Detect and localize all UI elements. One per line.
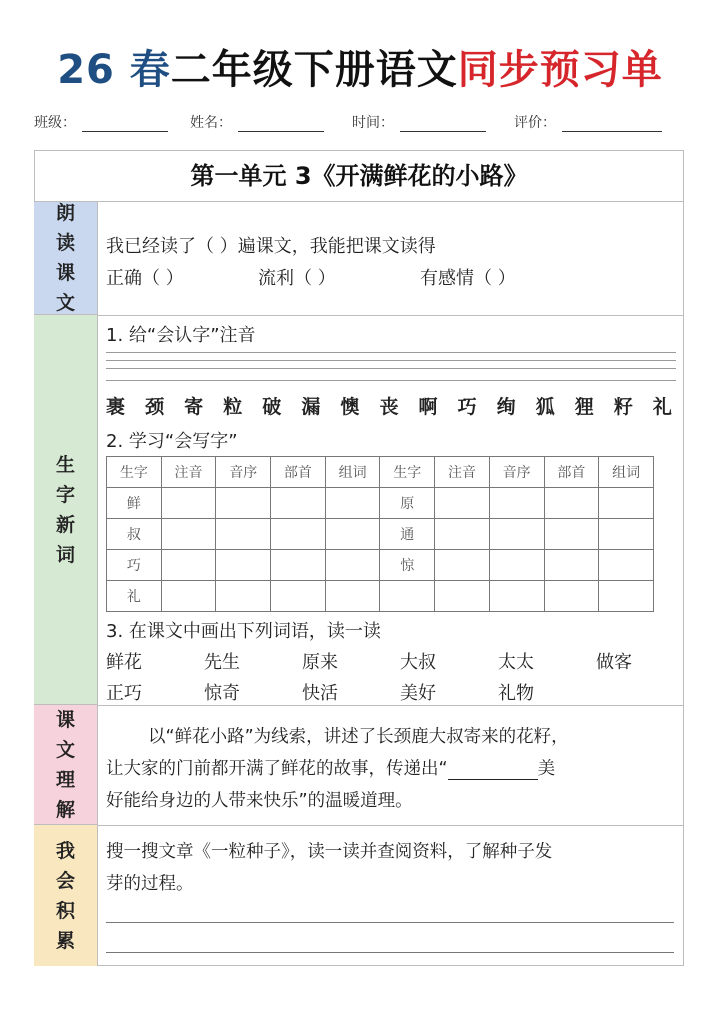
char: 狐	[535, 396, 555, 418]
word: 做客	[596, 652, 632, 673]
title-year: 26 春	[57, 47, 171, 93]
time-field[interactable]	[400, 115, 486, 132]
table-cell[interactable]	[435, 519, 490, 550]
word: 正巧	[106, 683, 142, 704]
page-title	[0, 40, 720, 100]
table-header: 生字	[107, 457, 162, 488]
table-cell[interactable]	[216, 581, 271, 612]
table-cell[interactable]	[216, 488, 271, 519]
word: 先生	[204, 652, 240, 673]
table-cell[interactable]	[161, 550, 216, 581]
table-cell: 礼	[107, 581, 162, 612]
writing-line[interactable]	[106, 952, 674, 953]
table-cell[interactable]	[544, 581, 599, 612]
table-cell[interactable]	[216, 550, 271, 581]
table-header: 生字	[380, 457, 435, 488]
pinyin-line[interactable]	[106, 352, 676, 353]
table-header: 音序	[489, 457, 544, 488]
table-cell[interactable]	[489, 550, 544, 581]
char: 裹	[106, 396, 126, 418]
table-header: 部首	[544, 457, 599, 488]
table-header: 注音	[161, 457, 216, 488]
table-cell: 通	[380, 519, 435, 550]
table-cell	[380, 581, 435, 612]
table-cell[interactable]	[599, 488, 654, 519]
table-row	[107, 550, 654, 581]
recognize-chars	[106, 392, 672, 419]
table-cell[interactable]	[271, 519, 326, 550]
table-cell[interactable]	[544, 550, 599, 581]
name-field[interactable]	[238, 115, 324, 132]
accumulate-line-1: 搜一搜文章《一粒种子》，读一读并查阅资料，了解种子发	[106, 842, 553, 862]
table-cell[interactable]	[325, 488, 380, 519]
table-header: 注音	[435, 457, 490, 488]
table-cell[interactable]	[599, 550, 654, 581]
pinyin-line[interactable]	[106, 368, 676, 369]
writing-table	[106, 456, 654, 612]
question-2: 2. 学习“会写字”	[106, 431, 238, 452]
table-cell[interactable]	[325, 550, 380, 581]
table-cell[interactable]	[599, 581, 654, 612]
table-cell[interactable]	[161, 519, 216, 550]
char: 绚	[496, 396, 516, 418]
char: 啊	[418, 396, 438, 418]
char: 寄	[184, 396, 204, 418]
read-option-fluent[interactable]: 流利（ ）	[258, 268, 336, 289]
read-option-emotion[interactable]: 有感情（ ）	[420, 268, 516, 289]
word: 美好	[400, 683, 436, 704]
table-cell[interactable]	[161, 488, 216, 519]
table-header: 音序	[216, 457, 271, 488]
divider	[98, 825, 684, 826]
char: 礼	[652, 396, 672, 418]
question-3: 3. 在课文中画出下列词语，读一读	[106, 621, 381, 642]
table-cell[interactable]	[271, 488, 326, 519]
divider	[98, 705, 684, 706]
char: 籽	[613, 396, 633, 418]
table-cell[interactable]	[271, 550, 326, 581]
table-header-row	[107, 457, 654, 488]
divider	[98, 315, 684, 316]
word: 快活	[302, 683, 338, 704]
side-label-understand: 课 文 理 解	[34, 705, 98, 825]
table-cell: 惊	[380, 550, 435, 581]
table-cell: 鲜	[107, 488, 162, 519]
title-grade: 二年级下册语文	[170, 47, 458, 93]
summary-line-3: 好能给身边的人带来快乐”的温暖道理。	[106, 791, 413, 811]
table-row	[107, 581, 654, 612]
table-cell[interactable]	[489, 581, 544, 612]
title-sheet: 同步预习单	[457, 47, 663, 93]
word: 惊奇	[204, 683, 240, 704]
table-cell: 原	[380, 488, 435, 519]
class-field[interactable]	[82, 115, 168, 132]
char: 巧	[457, 396, 477, 418]
table-header: 组词	[325, 457, 380, 488]
summary-line-1: 以“鲜花小路”为线索，讲述了长颈鹿大叔寄来的花籽，	[148, 727, 569, 747]
fill-blank[interactable]	[448, 761, 538, 780]
char: 粒	[223, 396, 243, 418]
table-cell[interactable]	[435, 488, 490, 519]
table-cell[interactable]	[489, 519, 544, 550]
table-cell[interactable]	[599, 519, 654, 550]
char: 颈	[145, 396, 165, 418]
table-cell[interactable]	[325, 519, 380, 550]
word: 大叔	[400, 652, 436, 673]
char: 懊	[340, 396, 360, 418]
char: 丧	[379, 396, 399, 418]
pinyin-line[interactable]	[106, 380, 676, 381]
table-cell[interactable]	[271, 581, 326, 612]
char: 破	[262, 396, 282, 418]
table-cell[interactable]	[325, 581, 380, 612]
table-row	[107, 488, 654, 519]
side-label-read: 朗 读 课 文	[34, 202, 98, 315]
word: 太太	[498, 652, 534, 673]
table-cell: 叔	[107, 519, 162, 550]
char: 漏	[301, 396, 321, 418]
name-label: 姓名：	[190, 115, 232, 131]
table-header: 组词	[599, 457, 654, 488]
word: 原来	[302, 652, 338, 673]
time-label: 时间：	[352, 115, 394, 131]
side-label-vocab: 生 字 新 词	[34, 315, 98, 705]
question-1: 1. 给“会认字”注音	[106, 325, 256, 346]
eval-label: 评价：	[514, 115, 556, 131]
char: 狸	[574, 396, 594, 418]
table-cell[interactable]	[216, 519, 271, 550]
table-row	[107, 519, 654, 550]
class-label: 班级：	[34, 115, 76, 131]
table-cell[interactable]	[435, 581, 490, 612]
table-cell[interactable]	[489, 488, 544, 519]
writing-line[interactable]	[106, 922, 674, 923]
unit-title: 第一单元 3《开满鲜花的小路》	[34, 150, 684, 202]
table-cell: 巧	[107, 550, 162, 581]
table-cell[interactable]	[544, 519, 599, 550]
word-row	[106, 648, 666, 674]
table-header: 部首	[271, 457, 326, 488]
table-cell[interactable]	[161, 581, 216, 612]
table-cell[interactable]	[544, 488, 599, 519]
info-row	[34, 112, 684, 136]
word-row	[106, 679, 666, 705]
summary-line-2: 让大家的门前都开满了鲜花的故事，传递出“ 美	[106, 759, 556, 779]
pinyin-line[interactable]	[106, 360, 676, 361]
eval-field[interactable]	[562, 115, 662, 132]
read-line: 我已经读了（ ）遍课文，我能把课文读得	[106, 236, 436, 257]
side-label-accumulate: 我 会 积 累	[34, 825, 98, 966]
table-cell[interactable]	[435, 550, 490, 581]
read-option-correct[interactable]: 正确（ ）	[106, 268, 184, 289]
accumulate-line-2: 芽的过程。	[106, 874, 194, 894]
word: 礼物	[498, 683, 534, 704]
word: 鲜花	[106, 652, 142, 673]
